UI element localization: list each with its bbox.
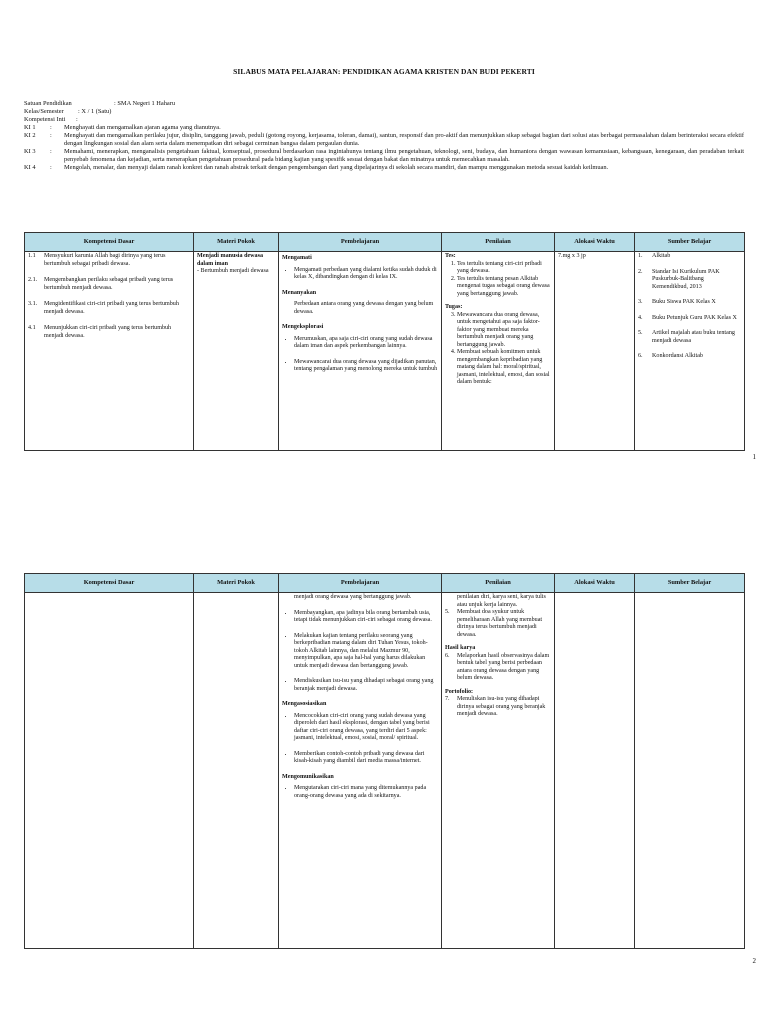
section-heading: Mengomunikasikan — [282, 773, 334, 780]
page-number: 2 — [752, 957, 756, 965]
identity-value: : SMA Negeri 1 Haharu — [114, 100, 176, 107]
section-heading: Mengamati — [282, 255, 312, 261]
section-heading: Menanyakan — [282, 289, 317, 296]
ki-text: Menghayati dan mengamalkan perilaku jujur, disiplin, tanggung jawab, peduli (gotong royong, kerjasama, toleran, damai), santun, responsif dan pro-aktif dan menunjukkan sikap sebagai bagian dari solusi atas berbagai permasalahan dalam berinteraksi secara efektif dengan lingkungan sosial dan alam serta dalam menempatkan diri sebagai cerminan bangsa dalam pergaulan dunia. — [64, 132, 744, 147]
materi-subitem: - Bertumbuh menjadi dewasa — [197, 268, 269, 274]
header-materi-pokok: Materi Pokok — [194, 574, 279, 593]
header-penilaian: Penilaian — [442, 233, 555, 252]
list-item: • Mengamati perbedaan yang dialami ketika sudah duduk di kelas X, dibandingkan dengan di kelas IX. — [294, 267, 438, 282]
list-item: • Membayangkan, apa jadinya bila orang bertambah usia, tetapi tidak menunjukkan ciri-ciri sebagai orang dewasa. — [294, 610, 438, 625]
list-item: • Merumuskan, apa saja ciri-ciri orang yang sudah dewasa dalam iman dan aspek perkembangan lainnya. — [294, 336, 438, 351]
ki-colon: : — [50, 148, 52, 155]
bullet-list — [282, 301, 438, 316]
sumber-item — [638, 353, 741, 361]
header-penilaian: Penilaian — [442, 574, 555, 593]
sumber-number: 5. — [638, 330, 643, 336]
kd-cell — [25, 252, 194, 451]
identity-label: Kelas/Semester — [24, 108, 64, 115]
table-header-row — [25, 233, 745, 252]
bullet-list — [282, 713, 438, 766]
alokasi-cell — [555, 252, 635, 451]
kd-text: Mengidentifikasi ciri-ciri pribadi yang terus bertumbuh menjadi dewasa. — [44, 301, 179, 315]
kd-item — [28, 277, 190, 292]
alokasi-cell — [555, 593, 635, 949]
sumber-cell — [635, 593, 745, 949]
sumber-cell — [635, 252, 745, 451]
penilaian-item — [445, 696, 551, 719]
identity-row — [24, 116, 744, 124]
sumber-item — [638, 315, 741, 323]
section-heading: Hasil karya — [445, 645, 476, 651]
kd-number: 1.1 — [28, 253, 36, 259]
kd-number: 2.1. — [28, 277, 38, 283]
header-sumber-belajar: Sumber Belajar — [635, 233, 745, 252]
syllabus-table-page1 — [24, 232, 745, 451]
ki-text: Menghayati dan mengamalkan ajaran agama yang dianutnya. — [64, 124, 221, 131]
section-heading: Mengasosiasikan — [282, 701, 327, 707]
header-materi-pokok: Materi Pokok — [194, 233, 279, 252]
header-alokasi-waktu: Alokasi Waktu — [555, 574, 635, 593]
table-row — [25, 252, 745, 451]
header-pembelajaran: Pembelajaran — [279, 574, 442, 593]
kd-item — [28, 253, 190, 268]
section-heading: Tugas: — [445, 304, 463, 310]
kd-cell — [25, 593, 194, 949]
pembelajaran-cell — [279, 252, 442, 451]
sumber-text: Artikel majalah atau buku tentang menjadi dewasa — [652, 330, 735, 344]
item-number: 5. — [445, 609, 450, 615]
page-number: 1 — [752, 453, 756, 461]
kd-text: Mengembangkan perilaku sebagai pribadi yang terus bertumbuh menjadi dewasa. — [44, 277, 174, 291]
bullet-list — [282, 336, 438, 374]
identity-value: : X / 1 (Satu) — [78, 108, 112, 115]
header-alokasi-waktu: Alokasi Waktu — [555, 233, 635, 252]
ki-colon: : — [50, 132, 52, 139]
penilaian-cell — [442, 252, 555, 451]
ki-row — [24, 124, 744, 132]
ki-row — [24, 132, 744, 148]
header-sumber-belajar: Sumber Belajar — [635, 574, 745, 593]
header-pembelajaran: Pembelajaran — [279, 233, 442, 252]
identity-value: : — [76, 116, 78, 123]
list-item: 3. Mewawancara dua orang dewasa, untuk mengetahui apa saja faktor-faktor yang membuat mereka bertumbuh menjadi orang yang bertanggung jawab. — [457, 312, 551, 350]
bullet-list — [282, 785, 438, 800]
sumber-text: Buku Siswa PAK Kelas X — [652, 299, 716, 305]
sumber-number: 1. — [638, 253, 643, 259]
kd-item — [28, 325, 190, 340]
materi-cell — [194, 252, 279, 451]
penilaian-cell — [442, 593, 555, 949]
item-text: Melaporkan hasil observasinya dalam bentuk tabel yang berisi perbedaan antara orang dewasa dengan yang belum dewasa. — [457, 652, 550, 681]
materi-cell — [194, 593, 279, 949]
ki-key: KI 1 — [24, 124, 36, 131]
sumber-item — [638, 269, 741, 292]
sumber-item — [638, 299, 741, 307]
alokasi-value: 7.mg x 3 jp — [558, 253, 586, 259]
kd-text: Mensyukuri karunia Allah bagi dirinya yang terus bertumbuh sebagai pribadi dewasa. — [44, 253, 166, 267]
kd-number: 3.1. — [28, 301, 38, 307]
table-row — [25, 593, 745, 949]
bullet-list — [282, 610, 438, 694]
identity-row — [24, 108, 744, 116]
list-item: 2. Tes tertulis tentang pesan Alkitab mengenai tugas sebagai orang dewasa yang bertanggung jawab. — [457, 276, 551, 299]
table-header-row — [25, 574, 745, 593]
section-heading: Mengeksplorasi — [282, 324, 324, 330]
item-text: Membuat doa syukur untuk pemeliharaan Allah yang membuat dirinya terus bertumbuh menjadi dewasa. — [457, 609, 543, 638]
ki-row — [24, 164, 744, 172]
sumber-number: 4. — [638, 314, 643, 321]
identity-label: Kompetensi Inti — [24, 116, 66, 123]
bullet-list — [282, 267, 438, 282]
header-kompetensi-dasar: Kompetensi Dasar — [25, 574, 194, 593]
numbered-list — [445, 312, 551, 387]
list-item: • Mengutarakan ciri-ciri mana yang ditemukannya pada orang-orang dewasa yang ada di sekitarnya. — [294, 785, 438, 800]
kd-number: 4.1 — [28, 325, 36, 331]
syllabus-table-page2 — [24, 573, 745, 949]
sumber-text: Standar Isi Kurikulum PAK Puskurbuk-Balitbang Kemendikbud, 2013 — [652, 268, 720, 290]
sumber-text: Konkordansi Alkitab — [652, 353, 703, 359]
item-text: Menuliskan isu-isu yang dihadapi dirinya sebagai orang yang beranjak menjadi dewasa. — [457, 696, 546, 717]
list-item: • Memberikan contoh-contoh pribadi yang dewasa dari kisah-kisah yang diambil dari media massa/internet. — [294, 751, 438, 766]
section-heading: Portofolio: — [445, 688, 474, 695]
list-item: 4. Membuat sebuah komitmen untuk mengembangkan kepribadian yang matang dalam hal: moral/spiritual, jasmani, intelektual, emosi, dan sosial dalam bentuk: — [457, 349, 551, 387]
header-kompetensi-dasar: Kompetensi Dasar — [25, 233, 194, 252]
identity-label: Satuan Pendidikan — [24, 100, 72, 107]
ki-key: KI 3 — [24, 148, 36, 155]
identity-block — [24, 100, 744, 172]
page-title: SILABUS MATA PELAJARAN: PENDIDIKAN AGAMA KRISTEN DAN BUDI PEKERTI — [233, 67, 535, 76]
ki-row — [24, 148, 744, 164]
sumber-item — [638, 253, 741, 261]
ki-text: Mengolah, menalar, dan menyaji dalam ranah konkret dan ranah abstrak terkait dengan pengembangan dari yang dipelajarinya di sekolah secara mandiri, dan mampu menggunakan metoda sesuai kaidah keilmuan. — [64, 164, 609, 171]
item-number: 6. — [445, 652, 450, 659]
list-item: • Mencocokkan ciri-ciri orang yang sudah dewasa yang diperoleh dari hasil eksplorasi, dengan tabel yang berisi daftar ciri-ciri orang dewasa, yang terdiri dari 5 aspek: jasmani, intelektual, emosi, sosial, moral/ spiritual. — [294, 713, 438, 743]
sumber-number: 2. — [638, 268, 643, 275]
penilaian-item — [445, 609, 551, 639]
sumber-text: Alkitab — [652, 253, 671, 259]
section-heading: Tes: — [445, 253, 456, 259]
sumber-number: 6. — [638, 353, 643, 359]
list-item: • Melakukan kajian tentang perilaku seorang yang berkepribadian matang dalam diri Tuhan Yesus, tokoh-tokoh Alkitab lainnya, dan melalui Mazmur 90, menyimpulkan, apa saja hal-hal yang harus dilakukan untuk menjadi dewasa dan bertanggung jawab. — [294, 633, 438, 671]
list-item: • Mewawancarai dua orang dewasa yang dijadikan panutan, tentang pengalaman yang menolong mereka untuk tumbuh — [294, 359, 438, 374]
kd-text: Menunjukkan ciri-ciri pribadi yang terus bertumbuh menjadi dewasa. — [44, 325, 172, 339]
ki-colon: : — [50, 164, 52, 171]
list-item: • Mendiskusikan isu-isu yang dihadapi sebagai orang yang beranjak menjadi dewasa. — [294, 678, 438, 693]
identity-row — [24, 100, 744, 108]
ki-key: KI 2 — [24, 132, 36, 139]
materi-title: Menjadi manusia dewasa dalam iman — [197, 253, 264, 267]
item-number: 7. — [445, 696, 450, 702]
sumber-text: Buku Petunjuk Guru PAK Kelas X — [652, 314, 737, 321]
kd-item — [28, 301, 190, 316]
continued-text: penilaian diri, karya seni, karya tulis atau unjuk kerja lainnya. — [457, 594, 546, 608]
list-item: Perbedaan antara orang yang dewasa dengan yang belum dewasa. — [294, 301, 434, 315]
penilaian-item — [445, 653, 551, 683]
numbered-list — [445, 261, 551, 299]
continued-text: menjadi orang dewasa yang bertanggung jawab. — [294, 594, 412, 600]
sumber-number: 3. — [638, 299, 643, 305]
ki-colon: : — [50, 124, 52, 131]
sumber-item — [638, 330, 741, 345]
pembelajaran-cell — [279, 593, 442, 949]
ki-key: KI 4 — [24, 164, 36, 171]
ki-text: Memahami, menerapkan, menganalisis pengetahuan faktual, konseptual, prosedural berdasarkan rasa ingintahunya tentang ilmu pengetahuan, teknologi, seni, budaya, dan humaniora dengan wawasan kemanusiaan, kebangsaan, kenegaraan, dan peradaban terkait penyebab fenomena dan kejadian, serta menerapkan pengetahuan prosedural pada bidang kajian yang spesifik sesuai dengan bakat dan minatnya untuk memecahkan masalah. — [64, 148, 744, 163]
list-item: 1. Tes tertulis tentang ciri-ciri pribadi yang dewasa. — [457, 261, 551, 276]
